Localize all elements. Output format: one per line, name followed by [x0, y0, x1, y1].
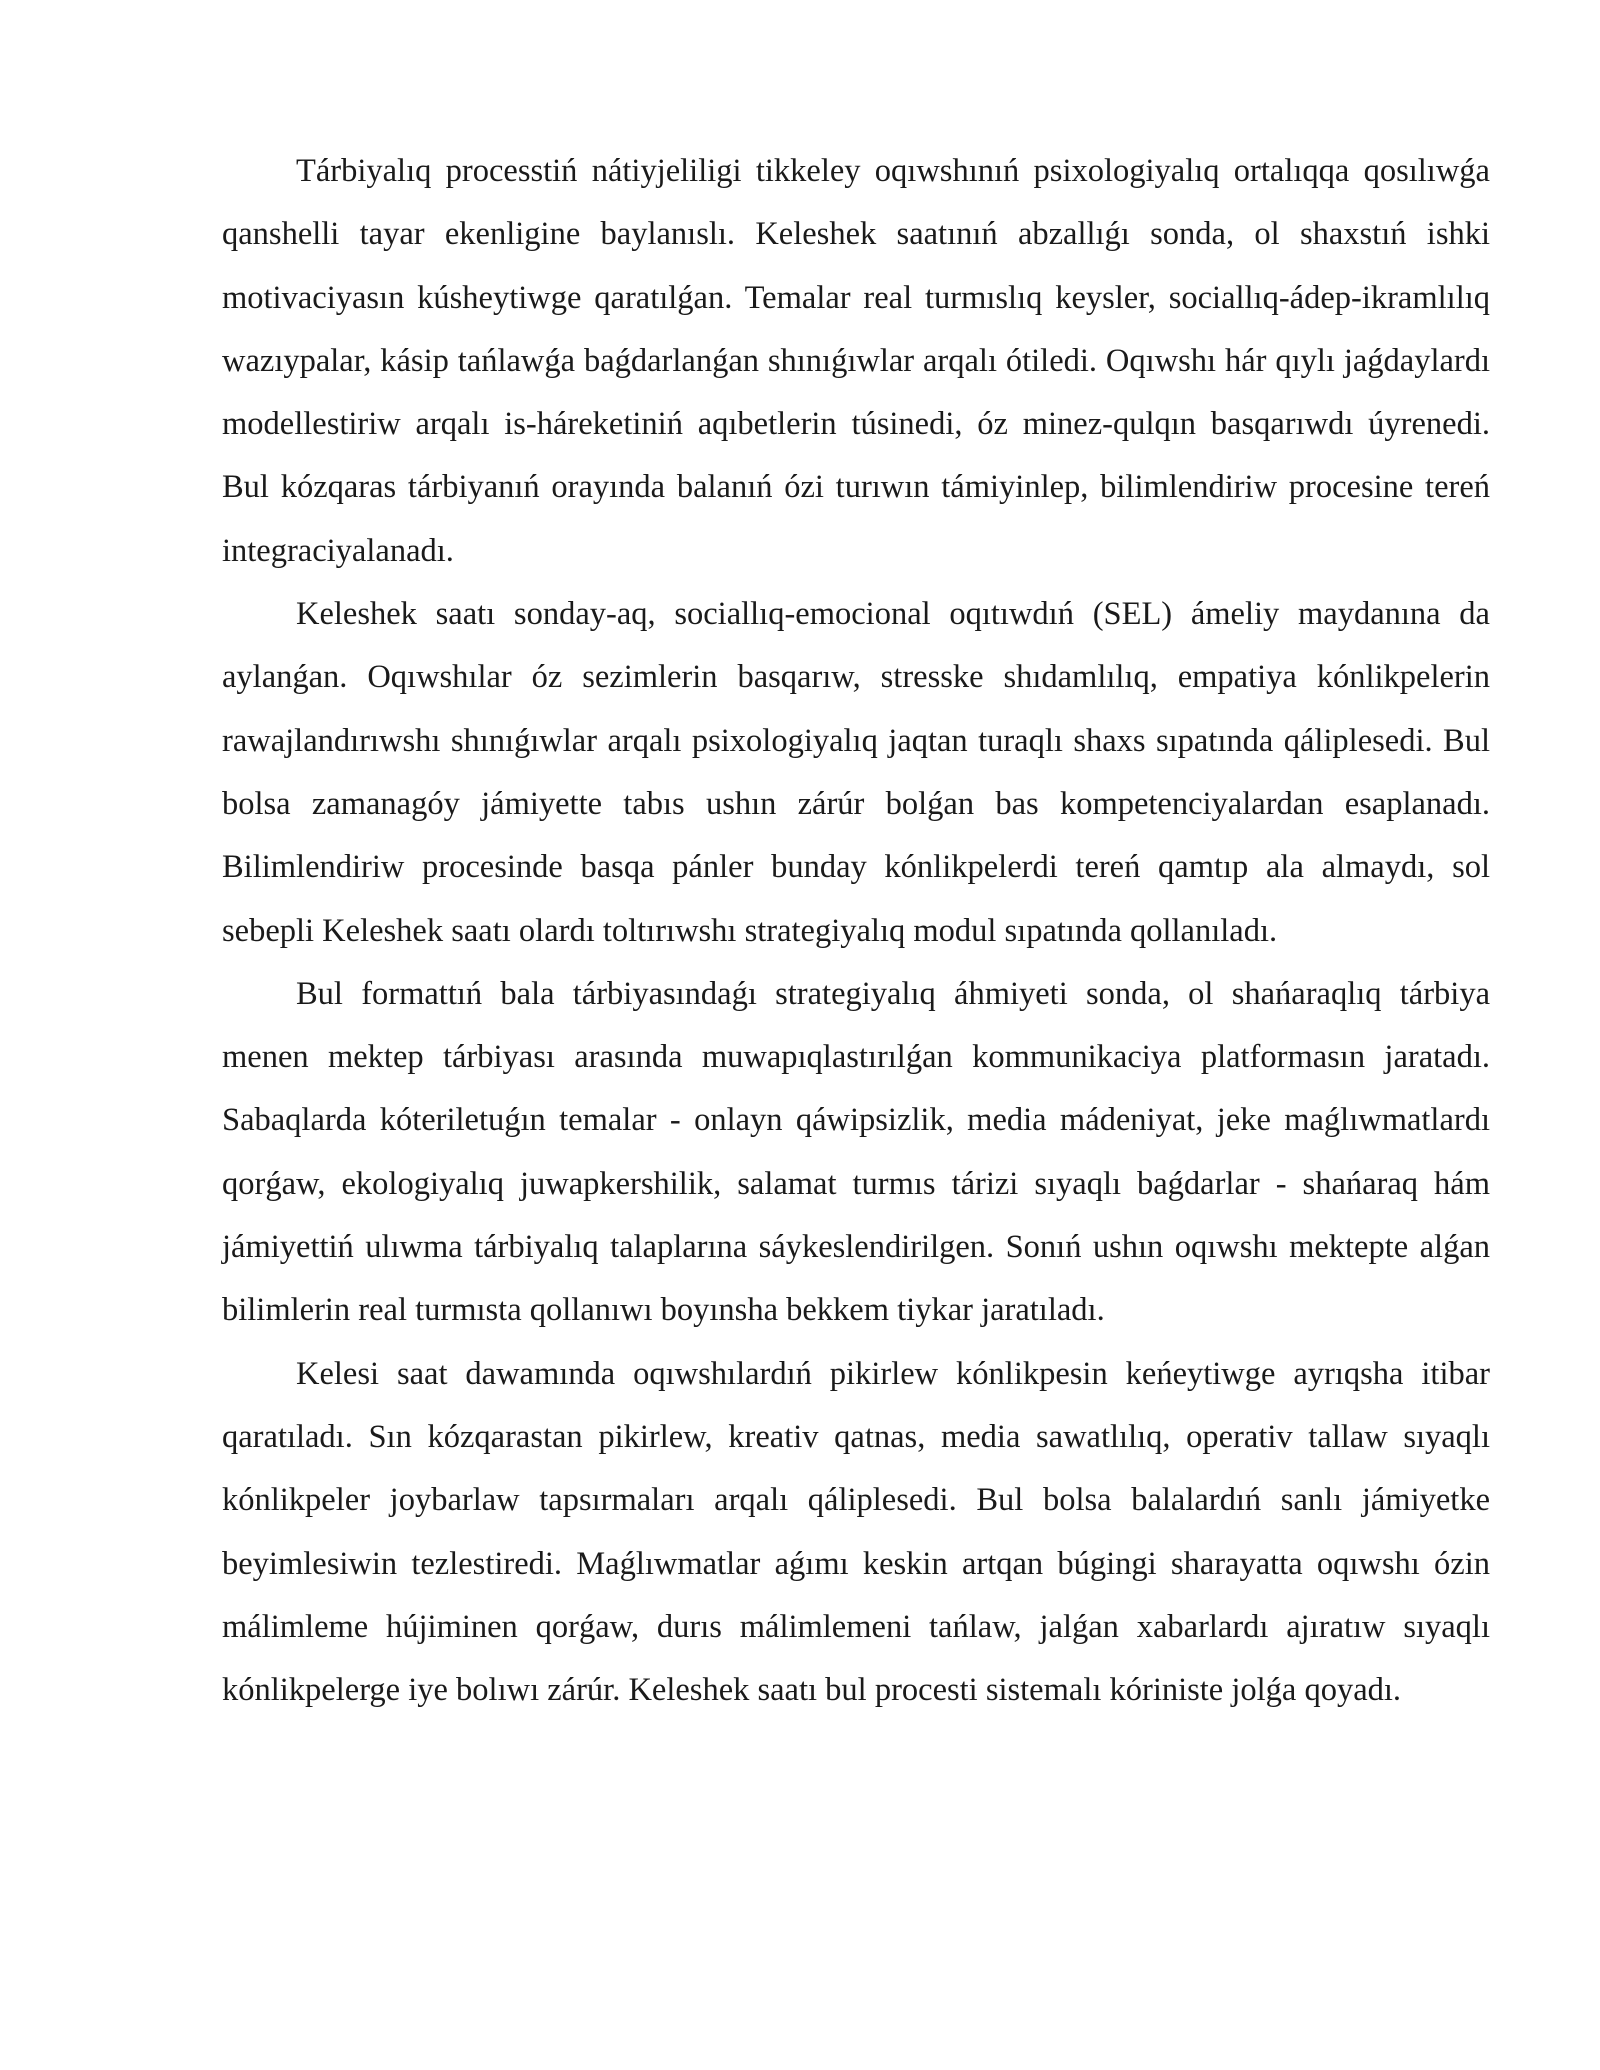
paragraph-3: Bul formattıń bala tárbiyasındaǵı strategiyalıq áhmiyeti sonda, ol shańaraqlıq tárbiya menen mektep tárbiyası arasında muwapıqlastırılǵan kommunikaciya platformasın jaratadı. Sabaqlarda kóteriletuǵın temalar - onlayn qáwipsizlik, media mádeniyat, jeke maǵlıwmatlardı qorǵaw, ekologiyalıq juwapkershilik, salamat turmıs tárizi sıyaqlı baǵdarlar - shańaraq hám jámiyettiń ulıwma tárbiyalıq talaplarına sáykeslendirilgen. Sonıń ushın oqıwshı mektepte alǵan bilimlerin real turmısta qollanıwı boyınsha bekkem tiykar jaratıladı.	[222, 975, 1490, 1329]
document-body	[222, 140, 1490, 1722]
paragraph-2: Keleshek saatı sonday-aq, sociallıq-emocional oqıtıwdıń (SEL) ámeliy maydanına da aylanǵan. Oqıwshılar óz sezimlerin basqarıw, stresske shıdamlılıq, empatiya kónlikpelerin rawajlandırıwshı shınıǵıwlar arqalı psixologiyalıq jaqtan turaqlı shaxs sıpatında qáliplesedi. Bul bolsa zamanagóy jámiyette tabıs ushın zárúr bolǵan bas kompetenciyalardan esaplanadı. Bilimlendiriw procesinde basqa pánler bunday kónlikpelerdi tereń qamtıp ala almaydı, sol sebepli Keleshek saatı olardı toltırıwshı strategiyalıq modul sıpatında qollanıladı.	[222, 596, 1490, 949]
paragraph-1: Tárbiyalıq processtiń nátiyjeliligi tikkeley oqıwshınıń psixologiyalıq ortalıqqa qosılıwǵa qanshelli tayar ekenligine baylanıslı. Keleshek saatınıń abzallıǵı sonda, ol shaxstıń ishki motivaciyasın kúsheytiwge qaratılǵan. Temalar real turmıslıq keysler, sociallıq-ádep-ikramlılıq wazıypalar, kásip tańlawǵa baǵdarlanǵan shınıǵıwlar arqalı ótiledi. Oqıwshı hár qıylı jaǵdaylardı modellestiriw arqalı is-háreketiniń aqıbetlerin túsinedi, óz minez-qulqın basqarıwdı úyrenedi. Bul kózqaras tárbiyanıń orayında balanıń ózi turıwın támiyinlep, bilimlendiriw procesine tereń integraciyalanadı.	[222, 153, 1490, 569]
paragraph-4: Kelesi saat dawamında oqıwshılardıń pikirlew kónlikpesin keńeytiwge ayrıqsha itibar qaratıladı. Sın kózqarastan pikirlew, kreativ qatnas, media sawatlılıq, operativ tallaw sıyaqlı kónlikpeler joybarlaw tapsırmaları arqalı qáliplesedi. Bul bolsa balalardıń sanlı jámiyetke beyimlesiwin tezlestiredi. Maǵlıwmatlar aǵımı keskin artqan búgingi sharayatta oqıwshı ózin málimleme hújiminen qorǵaw, durıs málimlemeni tańlaw, jalǵan xabarlardı ajıratıw sıyaqlı kónlikpelerge iye bolıwı zárúr. Keleshek saatı bul procesti sistemalı kóriniste jolǵa qoyadı.	[222, 1355, 1490, 1709]
